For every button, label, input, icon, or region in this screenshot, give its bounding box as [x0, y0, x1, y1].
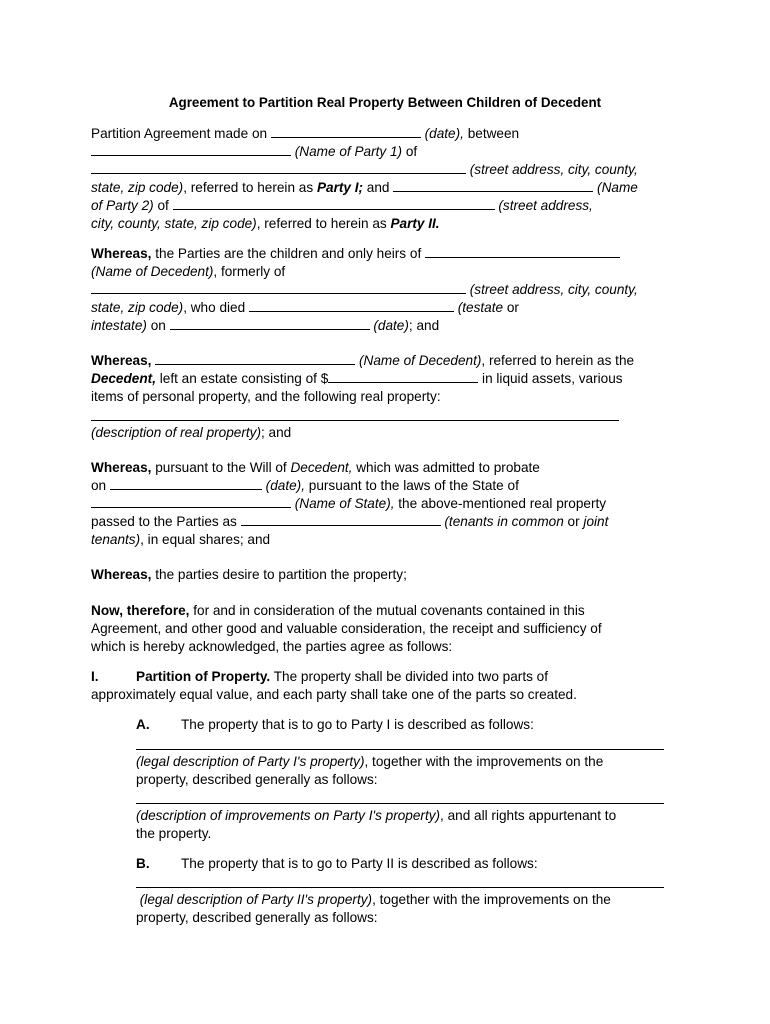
- text: The property that is to go to Party I is described as follows:: [181, 717, 534, 732]
- party2-address-blank[interactable]: [173, 197, 495, 210]
- p5-line1: [91, 566, 407, 584]
- text: and: [363, 180, 394, 195]
- hint-text: (street address, city, county,: [466, 282, 638, 297]
- hint-text: (Name of State),: [291, 496, 395, 511]
- text: , formerly of: [213, 264, 286, 279]
- text: , referred to herein as the: [481, 353, 635, 368]
- probate-date-blank[interactable]: [110, 477, 262, 490]
- text: left an estate consisting of $: [155, 371, 329, 386]
- p1-line2: [91, 143, 417, 161]
- hint-text: tenants): [91, 532, 141, 547]
- party1-name-blank[interactable]: [91, 143, 291, 156]
- hint-text: (date): [369, 318, 409, 333]
- p2-line1: [91, 245, 620, 263]
- tenancy-blank[interactable]: [241, 513, 441, 526]
- hint-text: state, zip code): [91, 300, 184, 315]
- whereas-label: Whereas,: [91, 353, 152, 368]
- text: The property shall be divided into two parts of: [270, 669, 549, 684]
- state-name-blank[interactable]: [91, 495, 291, 508]
- p2-line2: [91, 263, 285, 281]
- liquid-assets-blank[interactable]: [328, 370, 478, 383]
- text: or: [503, 300, 519, 315]
- p3-line5: [91, 424, 291, 442]
- hint-text: Decedent,: [290, 460, 353, 475]
- text: the parties desire to partition the property;: [151, 567, 407, 582]
- hint-text: (legal description of Party II's property): [136, 892, 373, 907]
- party1-address-blank[interactable]: [91, 161, 466, 174]
- decedent-name-blank[interactable]: [425, 245, 620, 258]
- text: pursuant to the Will of: [151, 460, 291, 475]
- party2-name-blank[interactable]: [393, 179, 593, 192]
- section1-line1: [91, 668, 548, 686]
- text: of: [402, 144, 418, 159]
- text: on: [91, 478, 110, 493]
- p1-line1: [91, 125, 519, 143]
- p3-line3: items of personal property, and the following real property:: [91, 389, 441, 404]
- p2-line3: [91, 281, 638, 299]
- text: the Parties are the children and only heirs of: [151, 246, 425, 261]
- text: pursuant to the laws of the State of: [304, 478, 519, 493]
- p4-line1: [91, 459, 540, 477]
- p1-line6: [91, 215, 440, 233]
- hint-text: city, county, state, zip code): [91, 216, 257, 231]
- text: , together with the improvements on the: [372, 892, 611, 907]
- subsectionB-line1: [136, 855, 538, 873]
- text: ; and: [408, 318, 440, 333]
- party2-legal-description-blank[interactable]: [136, 887, 664, 888]
- p4-line5: [91, 531, 270, 549]
- testate-blank[interactable]: [249, 299, 454, 312]
- text: , and all rights appurtenant to: [440, 808, 617, 823]
- hint-text: (street address, city, county,: [466, 162, 638, 177]
- p6-line3: which is hereby acknowledged, the parties agree as follows:: [91, 639, 453, 654]
- real-property-blank[interactable]: [91, 420, 619, 421]
- section1-line2: approximately equal value, and each party shall take one of the parts so created.: [91, 687, 577, 702]
- decedent-name-blank[interactable]: [155, 352, 355, 365]
- text: , referred to herein as: [256, 216, 391, 231]
- text: on: [146, 318, 170, 333]
- hint-text: (date),: [420, 126, 464, 141]
- text: , in equal shares; and: [140, 532, 271, 547]
- p6-line2: Agreement, and other good and valuable consideration, the receipt and sufficiency of: [91, 621, 602, 636]
- p6-line1: [91, 602, 585, 620]
- p1-line4: [91, 179, 638, 197]
- subsectionB-line2: [136, 891, 611, 909]
- text: or: [563, 514, 584, 529]
- section-heading: Partition of Property.: [136, 669, 271, 684]
- p4-line3: [91, 495, 606, 513]
- whereas-label: Whereas,: [91, 460, 152, 475]
- decedent-label: Decedent,: [91, 371, 156, 386]
- subsectionA-line1: [136, 716, 534, 734]
- text: ; and: [261, 425, 292, 440]
- p3-line1: [91, 352, 634, 370]
- text: the above-mentioned real property: [394, 496, 607, 511]
- text: which was admitted to probate: [352, 460, 540, 475]
- party-label: Party II.: [390, 216, 440, 231]
- subsectionA-line2: [136, 753, 603, 771]
- party1-legal-description-blank[interactable]: [136, 749, 664, 750]
- death-date-blank[interactable]: [170, 317, 370, 330]
- text: , together with the improvements on the: [364, 754, 604, 769]
- party1-improvements-blank[interactable]: [136, 803, 664, 804]
- subsectionB-line3: property, described generally as follows:: [136, 910, 378, 925]
- hint-text: (Name of Decedent): [355, 353, 482, 368]
- whereas-label: Whereas,: [91, 246, 152, 261]
- p2-line5: [91, 317, 439, 335]
- text: , who died: [183, 300, 249, 315]
- text: for and in consideration of the mutual covenants contained in this: [189, 603, 585, 618]
- text: of: [153, 198, 173, 213]
- hint-text: (date),: [261, 478, 305, 493]
- text: passed to the Parties as: [91, 514, 241, 529]
- hint-text: intestate): [91, 318, 147, 333]
- now-therefore-label: Now, therefore,: [91, 603, 190, 618]
- subsection-letter: B.: [136, 856, 150, 871]
- hint-text: (description of real property): [91, 425, 261, 440]
- p4-line2: [91, 477, 519, 495]
- text: between: [463, 126, 520, 141]
- p3-line2: [91, 370, 623, 388]
- hint-text: state, zip code): [91, 180, 184, 195]
- hint-text: (legal description of Party I's property): [136, 754, 365, 769]
- p1-line5: [91, 197, 593, 215]
- subsectionA-line3: property, described generally as follows:: [136, 772, 378, 787]
- document-title: Agreement to Partition Real Property Between Children of Decedent: [168, 95, 602, 110]
- text: , referred to herein as: [183, 180, 317, 195]
- hint-text: (testate: [453, 300, 504, 315]
- p1-line3: [91, 161, 638, 179]
- hint-text: (Name: [593, 180, 638, 195]
- subsectionA-line6: the property.: [136, 826, 212, 841]
- hint-text: (description of improvements on Party I's property): [136, 808, 441, 823]
- text: in liquid assets, various: [478, 371, 623, 386]
- decedent-address-blank[interactable]: [91, 281, 466, 294]
- hint-text: (Name of Party 1): [291, 144, 403, 159]
- text: The property that is to go to Party II is described as follows:: [181, 856, 538, 871]
- hint-text: joint: [583, 514, 609, 529]
- hint-text: (tenants in common: [440, 514, 564, 529]
- p2-line4: [91, 299, 519, 317]
- text: Partition Agreement made on: [91, 126, 271, 141]
- p4-line4: [91, 513, 608, 531]
- party-label: Party I;: [316, 180, 364, 195]
- hint-text: (street address,: [494, 198, 593, 213]
- subsection-letter: A.: [136, 717, 150, 732]
- date-blank[interactable]: [271, 125, 421, 138]
- hint-text: (Name of Decedent): [91, 264, 214, 279]
- subsectionA-line5: [136, 807, 616, 825]
- section-number: I.: [91, 669, 99, 684]
- whereas-label: Whereas,: [91, 567, 152, 582]
- hint-text: of Party 2): [91, 198, 154, 213]
